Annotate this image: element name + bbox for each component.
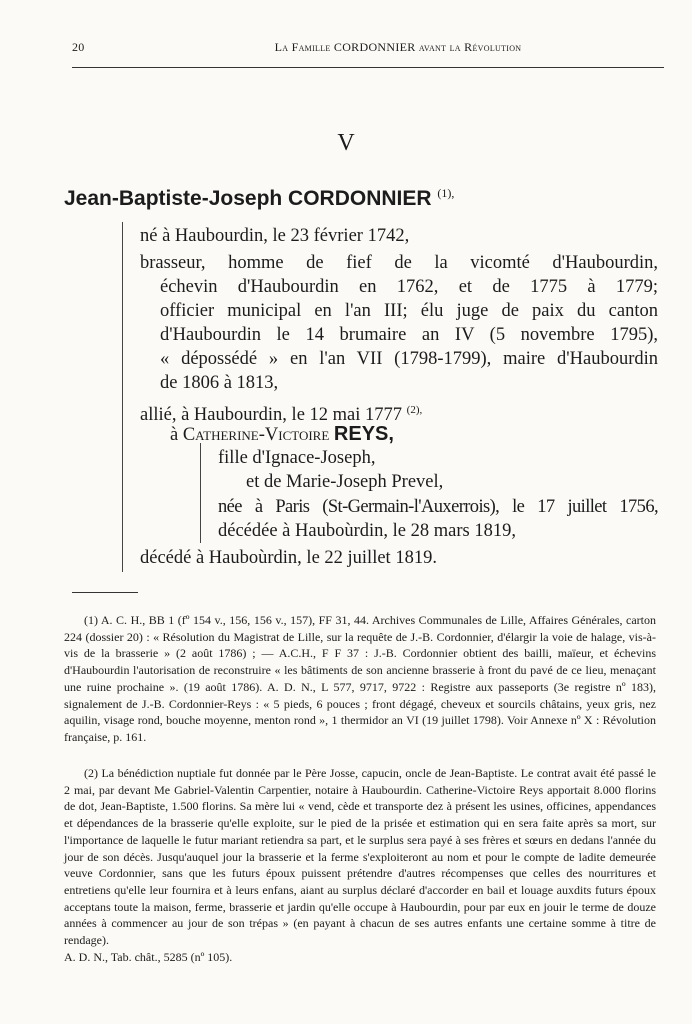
spouse-prefix: à (170, 425, 179, 445)
footnote-2-source: A. D. N., Tab. chât., 5285 (nº 105). (64, 949, 233, 964)
bracket-main (122, 222, 123, 572)
career-line-5: « dépossédé » en l'an VII (1798-1799), maire d'Haubourdin (160, 349, 658, 369)
footnote-rule (72, 592, 138, 593)
spouse-line (170, 422, 394, 447)
page-header (72, 40, 664, 60)
chapter-number: V (337, 130, 355, 156)
header-rule (72, 67, 664, 68)
career-line-3: officier municipal en l'an III; élu juge de paix du canton (160, 301, 658, 321)
footnote-1 (64, 612, 656, 746)
person-name: Jean-Baptiste-Joseph CORDONNIER (64, 187, 432, 210)
career-line-6: de 1806 à 1813, (160, 373, 279, 393)
spouse-surname: REYS, (333, 423, 394, 445)
spouse-mother-line: et de Marie-Joseph Prevel, (246, 472, 444, 492)
spouse-father-line: fille d'Ignace-Joseph, (218, 448, 376, 468)
footnote-1-marker: (1) (84, 613, 98, 627)
birth-line: né à Haubourdin, le 23 février 1742, (140, 226, 410, 246)
career-line-1: brasseur, homme de fief de la vicomté d'Haubourdin, (140, 253, 658, 273)
death-line: décédé à Hauboùrdin, le 22 juillet 1819. (140, 548, 437, 568)
spouse-death-line: décédée à Hauboùrdin, le 28 mars 1819, (218, 521, 516, 541)
spouse-birth-line: née à Paris (St-Germain-l'Auxerrois), le 17 juillet 1756, (218, 497, 658, 517)
bracket-spouse (200, 443, 201, 543)
footnote-2 (64, 765, 656, 965)
footnote-2-marker: (2) (84, 766, 98, 780)
footnote-ref-1: (1), (437, 186, 455, 200)
page-number: 20 (72, 40, 85, 54)
running-title: La Famille CORDONNIER avant la Révolution (274, 40, 522, 54)
person-heading (64, 186, 454, 211)
footnote-1-text: A. C. H., BB 1 (fº 154 v., 156, 156 v., 157), FF 31, 44. Archives Communales de Lille, Affaires Générales, carton 224 (dossier 20) : « Résolution du Magistrat de Lille, sur la requête de J.-B. Cordonnier, d'élargir la voie de halage, vis-à-vis de la brasserie » (2 août 1786) ; — A.C.H., F F 37 : J.-B. Cordonnier obtient des bailli, maïeur, et échevins d'Haubourdin l'autorisation de reconstruire « les bâtiments de son ancienne brasserie à front du pavé de ce lieu, menaçant une ruine prochaine ». (19 août 1786). A. D. N., L 577, 9717, 9722 : Registre aux passeports (3e registre nº 183), signalement de J.-B. Cordonnier-Reys : « 5 pieds, 6 pouces ; front dégagé, cheveux et sourcils châtains, yeux gris, nez aquilin, visage rond, bouche moyenne, menton rond », 1 thermidor an VI (19 juillet 1798). Voir Annexe nº X : Révolution française, p. 161. (64, 613, 656, 744)
footnote-2-text: La bénédiction nuptiale fut donnée par le Père Josse, capucin, oncle de Jean-Baptiste. Le contrat avait été passé le 2 mai, par devant Me Gabriel-Valentin Carpentier, notaire à Haubourdin. Catherine-Victoire Reys apportait 8.000 florins de dot, Jean-Baptiste, 1.500 florins. Sa mère lui « vend, cède et transporte dez à présent les usines, officines, appendances et dépendances de la brasserie qu'elle exploite, sur le pied de la prisée et estimation qui en sera faite après sa mort, sur l'importance de laquelle le futur mariant retiendra sa part, et le surplus sera payé à ses frères et sœurs en dedans l'année du jour de son décès. Jusqu'auquel jour la brasserie et la ferme s'exploiteront au nom et pour le compte de ladite demeurée veuve Cordonnier, sans que les futurs époux puissent prétendre d'autres récompenses que celles des nourritures et entretiens qu'elle leur fournira et à leurs enfans, aiant au surplus déclaré d'accorder en bail et louage auxdits futurs époux acceptans toute la maison, ferme, brasserie et jardin qu'elle occupe à Haubourdin, pour par eux en jouir le terme de douze années à commencer au jour de son trépas » (en payant à chacun de ses autres enfants une certaine somme à titre de rendage). (64, 766, 656, 948)
career-line-2: échevin d'Haubourdin en 1762, et de 1775 à 1779; (160, 277, 658, 297)
footnote-ref-2: (2), (406, 404, 423, 416)
career-line-4: d'Haubourdin le 14 brumaire an IV (5 novembre 1795), (160, 325, 658, 345)
spouse-given-names: Catherine-Victoire (182, 425, 330, 445)
marriage-text: allié, à Haubourdin, le 12 mai 1777 (140, 405, 403, 426)
